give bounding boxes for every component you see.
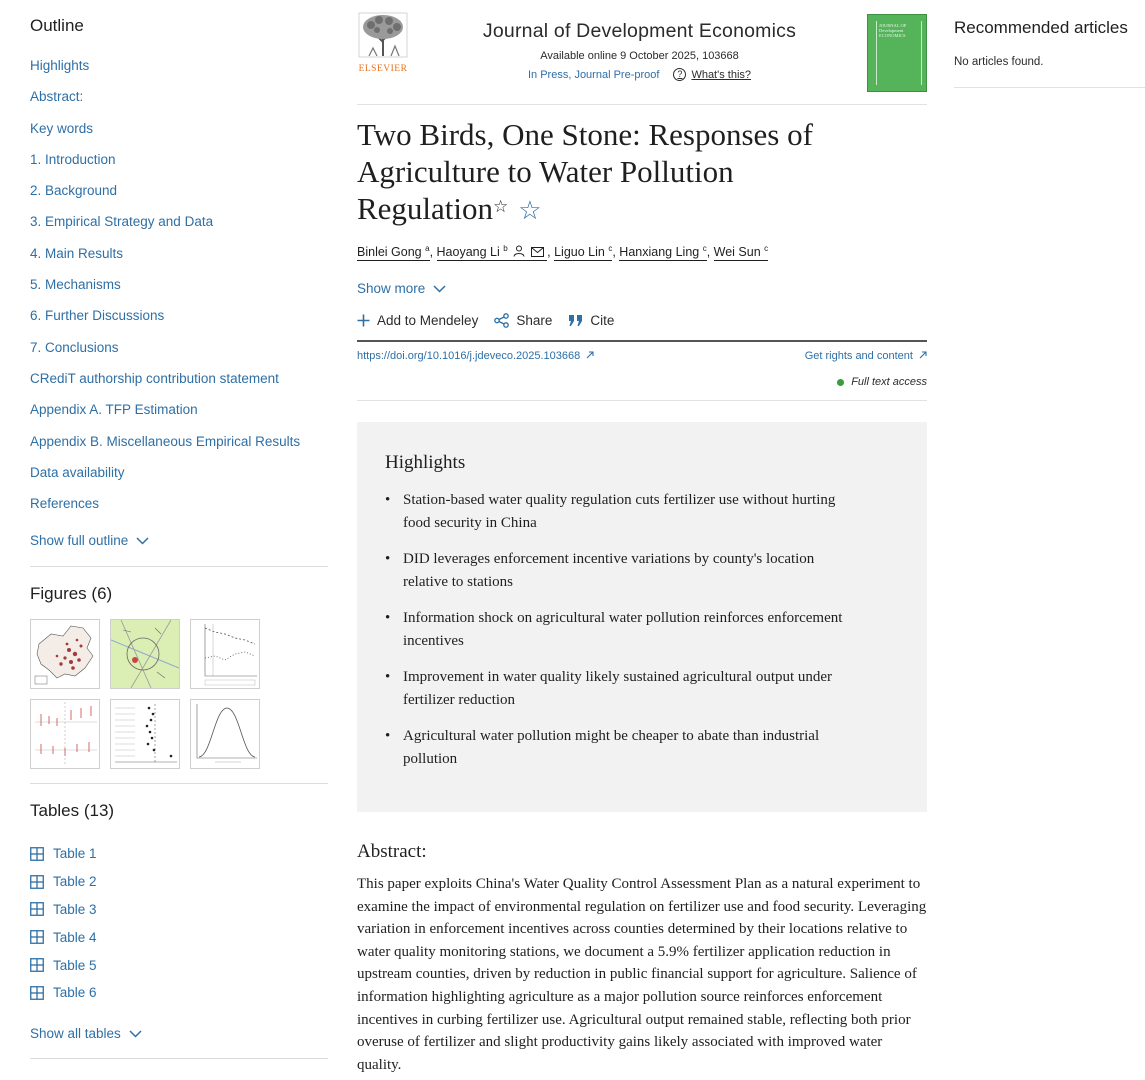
author-affiliation: c [608,244,613,253]
outline-item-conclusions[interactable]: 7. Conclusions [30,339,119,355]
journal-masthead [357,12,927,92]
table-grid-icon [30,847,44,861]
table-link-label: Table 5 [53,957,97,973]
title-footnote-star-icon[interactable]: ☆ [493,197,509,216]
highlight-item: • Agricultural water pollution might be cheaper to abate than industrial pollution [385,725,845,771]
rights-text: Get rights and content [804,350,913,362]
table-link[interactable] [30,979,97,1007]
outline-item-introduction[interactable]: 1. Introduction [30,151,116,167]
recommended-divider [954,87,1145,88]
header-divider [357,400,927,401]
elsevier-tree-icon [357,12,409,58]
abstract-text: This paper exploits China's Water Quality Control Assessment Plan as a natural experiment to examine the impact of environmental regulation on fertilizer use and food security. Leveraging variation in enforcement incentives across counties determined by their locations relative to water quality monitoring stations, we document a 5.9% fertilizer application reduction in upstream counties, driven by reduction in public financial support for agriculture. Salience of information highlighting agriculture as a major pollution source reinforces enforcement incentives in curbing fertilizer use. Agricultural output remained stable, reflecting both prior overuse of fertilizer and slight productivity gains likely associated with improved water quality. [357,876,927,1073]
cite-button[interactable] [568,313,614,328]
table-link-label: Table 6 [53,985,97,1001]
table-grid-icon [30,930,44,944]
table-grid-icon [30,902,44,916]
table-link[interactable] [30,896,97,924]
outline-item-appendix-a[interactable]: Appendix A. TFP Estimation [30,402,198,418]
table-link[interactable] [30,923,97,951]
author-link[interactable] [714,245,769,261]
outline-item-appendix-b[interactable]: Appendix B. Miscellaneous Empirical Results [30,433,301,449]
table-link-label: Table 1 [53,846,97,862]
full-text-access-status [837,376,927,388]
highlight-item: • DID leverages enforcement incentive variations by county's location relative to stations [385,548,845,594]
chevron-down-icon [433,285,446,293]
table-grid-icon [30,875,44,889]
person-icon [513,245,525,257]
highlight-item: • Information shock on agricultural water pollution reinforces enforcement incentives [385,607,845,653]
outline-item-further-discussions[interactable]: 6. Further Discussions [30,308,165,324]
outline-item-background[interactable]: 2. Background [30,183,118,199]
author-affiliation: a [425,244,430,253]
figure-thumbnail-distribution[interactable] [190,699,260,769]
show-more-label: Show more [357,281,426,296]
sidebar-divider [30,783,328,784]
show-all-tables-label: Show all tables [30,1026,121,1041]
journal-cover[interactable] [867,14,927,92]
journal-title-link[interactable]: Journal of Development Economics [482,20,797,42]
journal-info [457,20,822,81]
outline-item-abstract[interactable]: Abstract: [30,89,84,105]
author-link[interactable] [619,245,706,261]
rights-link[interactable] [805,350,927,362]
actions-divider [357,340,927,342]
add-to-mendeley-label: Add to Mendeley [377,313,479,328]
highlights-list [385,489,845,784]
in-press-link[interactable]: In Press, Journal Pre-proof [527,68,660,81]
table-link-label: Table 2 [53,874,97,890]
outline-item-main-results[interactable]: 4. Main Results [30,245,124,261]
chevron-down-icon [129,1030,142,1038]
recommended-heading: Recommended articles [954,18,1128,37]
sidebar-divider [30,1058,328,1059]
table-link-label: Table 3 [53,901,97,917]
table-link[interactable] [30,840,97,868]
author-affiliation: c [764,244,769,253]
external-link-icon [919,351,927,359]
press-status-row [457,68,822,81]
share-label: Share [516,313,553,328]
tables-list [30,840,97,1007]
figure-thumbnail-trends[interactable] [190,619,260,689]
figure-thumbnail-event-study[interactable] [30,699,100,769]
author-link[interactable] [357,245,430,261]
table-link[interactable] [30,868,97,896]
masthead-divider [357,104,927,105]
envelope-icon [531,247,544,257]
show-more-button[interactable] [357,281,446,296]
outline-item-key-words[interactable]: Key words [30,120,94,136]
tables-heading: Tables (13) [30,801,115,820]
show-full-outline-button[interactable] [30,533,149,548]
abstract-heading: Abstract: [357,841,427,862]
add-to-mendeley-button[interactable] [357,313,478,328]
star-icon[interactable]: ☆ [518,196,542,225]
highlights-heading: Highlights [385,452,466,473]
figures-heading: Figures (6) [30,584,113,603]
whats-this-button[interactable] [673,68,751,81]
share-button[interactable] [494,313,552,328]
author-name: Hanxiang Ling [619,245,700,260]
available-online: Available online 9 October 2025, 103668 [540,50,739,62]
highlight-item: • Station-based water quality regulation cuts fertilizer use without hurting food security in China [385,489,845,535]
outline-item-data-availability[interactable]: Data availability [30,464,125,480]
chevron-down-icon [136,537,149,545]
full-text-access-label: Full text access [851,376,927,388]
author-name: Haoyang Li [436,245,500,260]
show-all-tables-button[interactable] [30,1026,142,1041]
article-title [357,116,917,229]
cover-frame [876,21,922,85]
figure-thumbnail-coefficients[interactable] [110,699,180,769]
sidebar-divider [30,566,328,567]
figure-thumbnails [30,619,270,769]
author-affiliation: b [503,244,508,253]
outline-item-highlights[interactable]: Highlights [30,58,90,73]
author-name: Binlei Gong [357,245,422,260]
author-name: Wei Sun [713,245,761,260]
publisher-name: ELSEVIER [358,64,408,74]
table-grid-icon [30,958,44,972]
quote-icon [568,314,583,327]
outline-item-mechanisms[interactable]: 5. Mechanisms [30,277,121,293]
doi-link[interactable] [357,350,594,362]
whats-this-label: What's this? [691,68,752,81]
author-list: Binlei Gong $^a$, Haoyang Li $^b$ , Liguo Lin $^c$, Hanxiang Ling $^c$, Wei Sun $^c$ [357,244,769,260]
author-link[interactable] [437,245,548,261]
highlights-section [357,422,927,812]
share-icon [494,313,509,328]
figure-thumbnail-stations[interactable] [110,619,180,689]
author-link[interactable] [554,245,612,261]
table-grid-icon [30,986,44,1000]
no-articles-message: No articles found. [954,56,1044,68]
outline-item-credit[interactable]: CRediT authorship contribution statement [30,370,279,386]
cover-title: JOURNAL OF Development ECONOMICS [879,23,907,38]
highlight-item: • Improvement in water quality likely sustained agricultural output under fertilizer reduction [385,666,845,712]
outline-item-empirical-strategy[interactable]: 3. Empirical Strategy and Data [30,214,214,230]
article-actions [357,313,614,328]
question-icon: ? [673,68,686,81]
table-link-label: Table 4 [53,929,97,945]
doi-text: https://doi.org/10.1016/j.jdeveco.2025.103668 [357,350,581,362]
article-title-text: Two Birds, One Stone: Responses of Agriculture to Water Pollution Regulation [357,117,813,226]
elsevier-logo[interactable] [357,12,409,74]
table-link[interactable] [30,951,97,979]
plus-icon [357,314,370,327]
access-dot-icon [837,379,844,386]
show-full-outline-label: Show full outline [30,533,129,548]
outline-heading: Outline [30,16,84,35]
cite-label: Cite [590,313,615,328]
outline-item-references[interactable]: References [30,496,100,512]
figure-thumbnail-map[interactable] [30,619,100,689]
author-affiliation: c [702,244,707,253]
external-link-icon [586,351,594,359]
outline-list [30,57,300,526]
author-name: Liguo Lin [554,245,605,260]
